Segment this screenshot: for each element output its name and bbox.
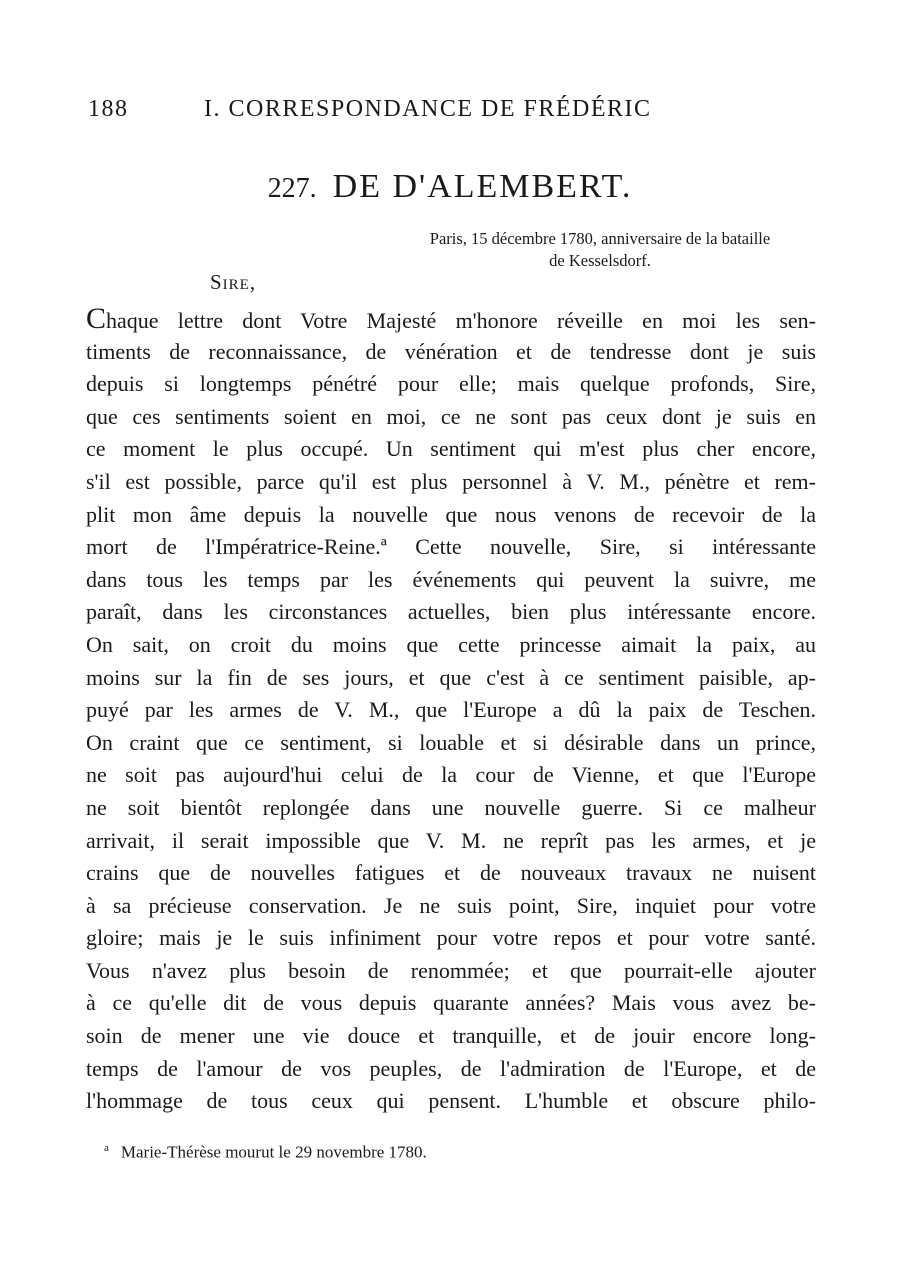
footnote-mark: a [104,1142,109,1154]
body-line: que ces sentiments soient en moi, ce ne sont pas ceux dont je suis en [86,403,816,429]
running-head-title: I. CORRESPONDANCE DE FRÉDÉRIC [204,96,652,122]
letter-heading [0,168,900,206]
footnote-text: Marie-Thérèse mourut le 29 novembre 1780. [120,1142,427,1162]
body-line: l'hommage de tous ceux qui pensent. L'humble et obscure philo- [86,1088,816,1114]
page-number: 188 [88,96,129,122]
letter-title: DE D'ALEMBERT. [332,168,633,205]
body-line: plit mon âme depuis la nouvelle que nous venons de recevoir de la [86,501,816,527]
body-line: gloire; mais je le suis infiniment pour votre repos et pour votre santé. [86,925,816,951]
body-line: arrivait, il serait impossible que V. M. ne reprît pas les armes, et je [86,827,816,853]
letter-body [86,303,816,1118]
body-line: Vous n'avez plus besoin de renommée; et que pourrait-elle ajouter [86,957,816,983]
letter-number: 227. [267,173,317,204]
body-line: paraît, dans les circonstances actuelles, bien plus intéressante encore. [86,599,816,625]
body-line: à ce qu'elle dit de vous depuis quarante années? Mais vous avez be- [86,990,816,1016]
footnote [104,1142,704,1163]
body-line: Chaque lettre dont Votre Majesté m'honore réveille en moi les sen- [86,303,816,335]
body-line: crains que de nouvelles fatigues et de nouveaux travaux ne nuisent [86,860,816,886]
dateline-line-1: Paris, 15 décembre 1780, anniversaire de la bataille [429,229,771,248]
body-line: depuis si longtemps pénétré pour elle; mais quelque profonds, Sire, [86,371,816,397]
body-line: dans tous les temps par les événements qui peuvent la suivre, me [86,566,816,592]
body-line: mort de l'Impératrice-Reine.ª Cette nouvelle, Sire, si intéressante [86,534,816,560]
body-line: puyé par les armes de V. M., que l'Europe a dû la paix de Teschen. [86,697,816,723]
body-line: soin de mener une vie douce et tranquille, et de jouir encore long- [86,1023,816,1049]
body-line: temps de l'amour de vos peuples, de l'admiration de l'Europe, et de [86,1055,816,1081]
dateline [380,228,820,272]
body-line: ne soit bientôt replongée dans une nouvelle guerre. Si ce malheur [86,794,816,820]
body-line: On craint que ce sentiment, si louable et si désirable dans un prince, [86,729,816,755]
body-line: ne soit pas aujourd'hui celui de la cour de Vienne, et que l'Europe [86,762,816,788]
dateline-line-2: de Kesselsdorf. [549,251,651,270]
body-line: à sa précieuse conservation. Je ne suis point, Sire, inquiet pour votre [86,892,816,918]
salutation: Sire, [210,270,257,294]
body-line: On sait, on croit du moins que cette princesse aimait la paix, au [86,631,816,657]
body-line: timents de reconnaissance, de vénération et de tendresse dont je suis [86,338,816,364]
body-line: ce moment le plus occupé. Un sentiment qui m'est plus cher encore, [86,436,816,462]
running-head [88,96,728,126]
body-line: moins sur la fin de ses jours, et que c'est à ce sentiment paisible, ap- [86,664,816,690]
body-line: s'il est possible, parce qu'il est plus personnel à V. M., pénètre et rem- [86,468,816,494]
